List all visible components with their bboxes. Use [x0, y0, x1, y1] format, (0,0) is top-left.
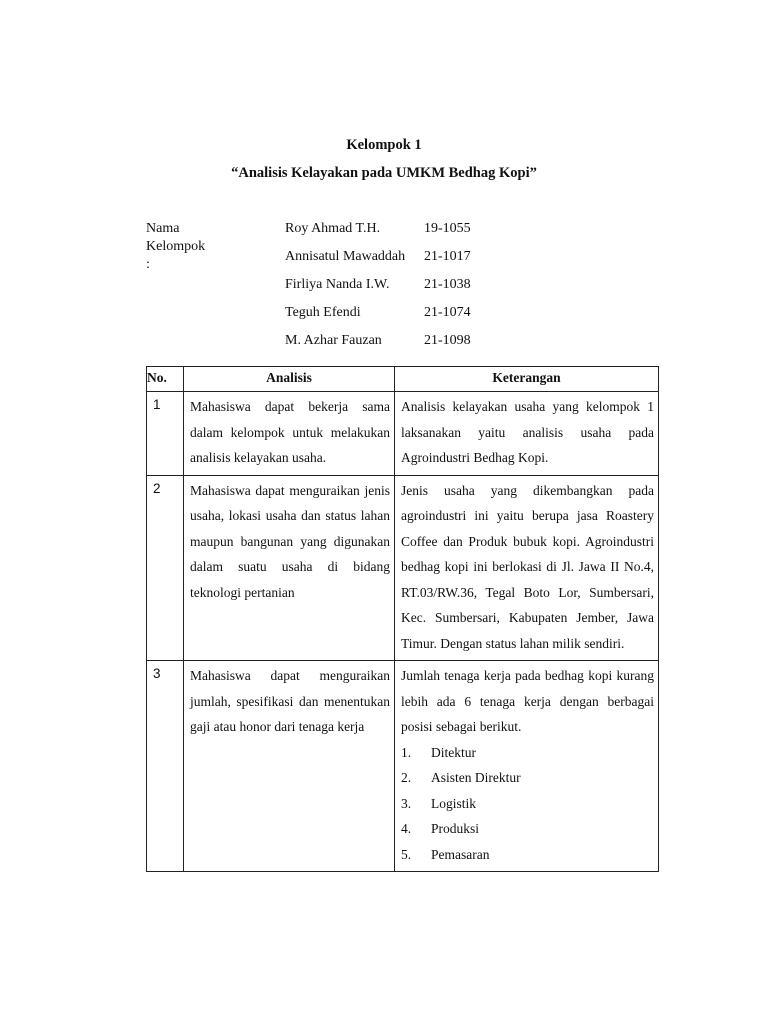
table-header-row	[147, 367, 659, 392]
row-keterangan: Jenis usaha yang dikembangkan pada agroindustri ini yaitu berupa jasa Roastery Coffee dan Produk bubuk kopi. Agroindustri bedhag kopi ini berlokasi di Jl. Jawa II No.4, RT.03/RW.36, Tegal Boto Lor, Sumbersari, Kec. Sumbersari, Kabupaten Jember, Jawa Timur. Dengan status lahan milik sendiri.	[395, 475, 659, 661]
analysis-table	[146, 366, 659, 872]
row-number: 3	[147, 661, 184, 872]
row-number: 1	[147, 392, 184, 476]
member-nim: 21-1038	[424, 277, 471, 292]
member-nim: 21-1017	[424, 249, 471, 264]
document-subtitle: “Analisis Kelayakan pada UMKM Bedhag Kopi”	[231, 165, 537, 181]
list-text: Pemasaran	[431, 846, 490, 862]
list-number: 4.	[401, 821, 412, 836]
list-item	[401, 791, 654, 817]
table-row	[147, 661, 659, 872]
header-keterangan: Keterangan	[395, 367, 659, 392]
group-label: Nama Kelompok :	[146, 221, 206, 272]
list-text: Asisten Direktur	[431, 770, 521, 785]
member-nim: 19-1055	[424, 221, 471, 236]
list-text: Ditektur	[431, 744, 476, 760]
member-name: Firliya Nanda I.W.	[285, 277, 390, 292]
member-name: Annisatul Mawaddah	[285, 249, 406, 264]
list-item	[401, 842, 654, 868]
list-number: 3.	[401, 795, 412, 811]
header-no: No.	[147, 367, 184, 392]
row-keterangan-cell	[395, 661, 659, 872]
table-row	[147, 392, 659, 476]
row-analisis: Mahasiswa dapat bekerja sama dalam kelompok untuk melakukan analisis kelayakan usaha.	[184, 392, 395, 476]
row-keterangan: Analisis kelayakan usaha yang kelompok 1 laksanakan yaitu analisis usaha pada Agroindustri Bedhag Kopi.	[395, 392, 659, 476]
member-name: Roy Ahmad T.H.	[285, 221, 381, 236]
header-analisis: Analisis	[184, 367, 395, 392]
list-item	[401, 740, 654, 766]
row-analisis: Mahasiswa dapat menguraikan jenis usaha, lokasi usaha dan status lahan maupun bangunan yang digunakan dalam suatu usaha di bidang teknologi pertanian	[184, 475, 395, 661]
list-text: Produksi	[431, 821, 480, 836]
list-number: 1.	[401, 744, 412, 760]
row-keterangan: Jumlah tenaga kerja pada bedhag kopi kurang lebih ada 6 tenaga kerja dengan berbagai posisi sebagai berikut.	[401, 668, 654, 734]
list-number: 2.	[401, 770, 412, 785]
member-nim: 21-1074	[424, 305, 471, 320]
list-item	[401, 765, 654, 791]
list-text: Logistik	[431, 795, 477, 811]
row-number: 2	[147, 475, 184, 661]
member-name: Teguh Efendi	[285, 305, 361, 320]
table-row	[147, 475, 659, 661]
list-item	[401, 816, 654, 842]
member-name: M. Azhar Fauzan	[285, 333, 382, 348]
row-analisis: Mahasiswa dapat menguraikan jumlah, spesifikasi dan menentukan gaji atau honor dari tenaga kerja	[184, 661, 395, 872]
position-list	[401, 740, 654, 868]
member-nim: 21-1098	[424, 333, 471, 348]
document-title: Kelompok 1	[346, 137, 422, 153]
list-number: 5.	[401, 846, 412, 862]
